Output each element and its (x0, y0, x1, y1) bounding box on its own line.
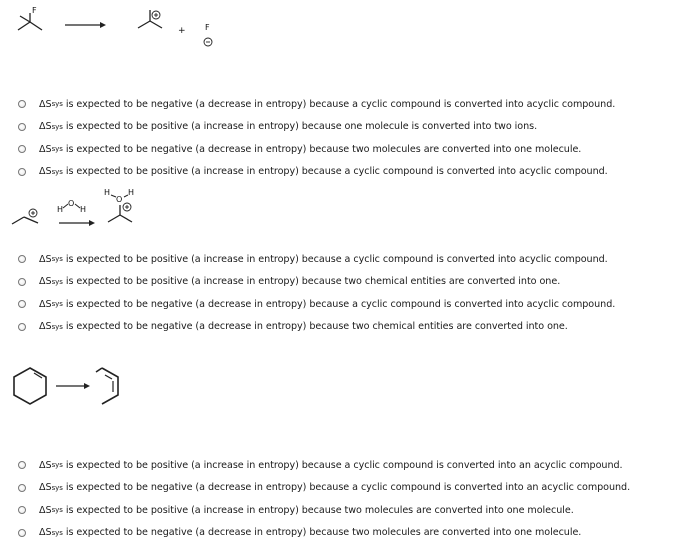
radio-button[interactable] (18, 529, 26, 537)
radio-button[interactable] (18, 145, 26, 153)
q1-option-4[interactable]: ΔS sys is expected to be positive (a increase in entropy) because a cyclic compound is converted into acyclic compound. (18, 161, 693, 184)
q2-option-4[interactable]: ΔS sys is expected to be negative (a decrease in entropy) because two chemical entities are converted into one. (18, 316, 693, 339)
radio-button[interactable] (18, 484, 26, 492)
q3-option-2[interactable]: ΔS sys is expected to be negative (a decrease in entropy) because a cyclic compound is converted into an acyclic compound. (18, 477, 693, 500)
reaction-arrow-3 (56, 383, 90, 389)
product-h1-label: H (104, 188, 111, 197)
radio-button[interactable] (18, 255, 26, 263)
reaction-arrow-2 (59, 220, 95, 226)
q2-option-3[interactable]: ΔS sys is expected to be negative (a decrease in entropy) because a cyclic compound is converted into acyclic compound. (18, 293, 693, 316)
radio-button[interactable] (18, 506, 26, 514)
reaction-arrow-1 (65, 22, 106, 28)
tert-butyl-fluoride (18, 13, 42, 30)
question-2-options (18, 248, 693, 338)
hexadiene (96, 368, 118, 404)
q1-option-2[interactable]: ΔS sys is expected to be positive (a increase in entropy) because one molecule is converted into two ions. (18, 116, 693, 139)
question-3-options (18, 454, 693, 544)
cyclohexene (14, 368, 46, 404)
tert-butyl-cation (138, 10, 162, 28)
q2-option-1[interactable]: ΔS sys is expected to be positive (a increase in entropy) because a cyclic compound is converted into acyclic compound. (18, 248, 693, 271)
q1-option-3[interactable]: ΔS sys is expected to be negative (a decrease in entropy) because two molecules are converted into one molecule. (18, 138, 693, 161)
radio-button[interactable] (18, 123, 26, 131)
q3-option-4[interactable]: ΔS sys is expected to be negative (a decrease in entropy) because two molecules are converted into one molecule. (18, 522, 693, 545)
q3-option-1[interactable]: ΔS sys is expected to be positive (a increase in entropy) because a cyclic compound is converted into an acyclic compound. (18, 454, 693, 477)
product-h2-label: H (128, 188, 135, 197)
radio-button[interactable] (18, 278, 26, 286)
fluorine-label: F (32, 6, 37, 15)
water-o-label: O (68, 199, 75, 208)
radio-button[interactable] (18, 168, 26, 176)
water-h1-label: H (57, 205, 64, 214)
fluoride-anion-label: F (205, 23, 210, 32)
negative-charge-icon (204, 38, 212, 46)
reaction-scheme-1 (0, 0, 260, 60)
radio-button[interactable] (18, 100, 26, 108)
product-o-label: O (116, 195, 123, 204)
question-1-options (18, 93, 693, 183)
q3-option-3[interactable]: ΔS sys is expected to be positive (a increase in entropy) because two molecules are converted into one molecule. (18, 499, 693, 522)
radio-button[interactable] (18, 323, 26, 331)
tert-butyl-cation (12, 209, 38, 224)
plus-sign: + (178, 26, 186, 36)
reaction-scheme-3 (0, 360, 180, 410)
q2-option-2[interactable]: ΔS sys is expected to be positive (a increase in entropy) because two chemical entities are converted into one. (18, 271, 693, 294)
radio-button[interactable] (18, 300, 26, 308)
q1-option-1[interactable]: ΔS sys is expected to be negative (a decrease in entropy) because a cyclic compound is converted into acyclic compound. (18, 93, 693, 116)
reaction-scheme-2 (0, 183, 200, 233)
water-h2-label: H (80, 205, 87, 214)
radio-button[interactable] (18, 461, 26, 469)
